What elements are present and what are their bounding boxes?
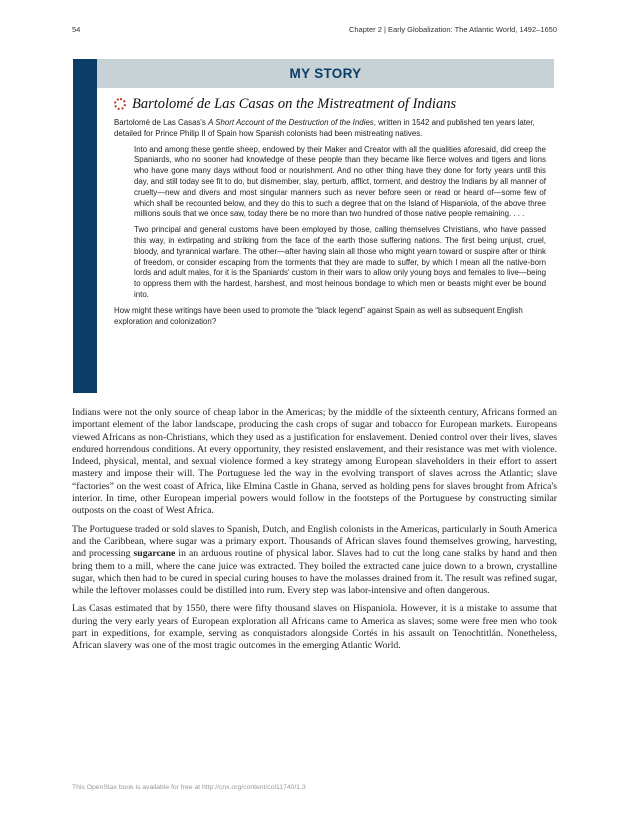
running-head: Chapter 2 | Early Globalization: The Atlantic World, 1492–1650 bbox=[348, 25, 557, 34]
dotted-circle-icon bbox=[114, 98, 126, 110]
story-intro-before: Bartolomé de Las Casas's bbox=[114, 118, 209, 127]
main-p2-after: in an arduous routine of physical labor. Slaves had to cut the long cane stalks by hand and then bring them to a mill, where the cane juice was extracted. They boiled the extracted cane juice down to a brown, crystalline sugar, which then had to be cured in special curing houses to have the molasses drained from it. The result was refined sugar, while the leftover molasses could be distilled into rum. Every step was labor-intensive and often dangerous. bbox=[72, 548, 557, 597]
story-intro bbox=[114, 118, 546, 140]
main-p2-before: The Portuguese traded or sold slaves to Spanish, Dutch, and English colonists in the Americas, particularly in South America and the Caribbean, where sugar was a primary export. Thousands of African slaves found themselves growing, harvesting, and processing bbox=[72, 523, 557, 560]
story-question: How might these writings have been used to promote the “black legend” against Spain as well as subsequent English exploration and colonization? bbox=[114, 305, 523, 326]
my-story-box bbox=[73, 59, 554, 393]
story-quote-1: Into and among these gentle sheep, endowed by their Maker and Creator with all the qualities aforesaid, did creep the Spaniards, who no sooner had knowledge of these people than they became like fierce wolves and tigers and lions who have gone many days without food or nourishment. And no other thing have they done for forty years until this day, and still today see fit to do, but dismember, slay, perturb, afflict, torment, and destroy the Indians by all manner of cruelty—new and divers and most singular manners such as never before seen or read or heard of—some few of which shall be recounted below, and they do this to such a degree that on the Island of Hispaniola, of the above three millions souls that we once saw, today there be no more than two hundred of those native people remaining. . . . bbox=[134, 144, 546, 219]
story-header bbox=[97, 59, 554, 88]
story-title bbox=[114, 94, 544, 114]
story-intro-after: , written in 1542 and published ten years later, detailed for Prince Philip II of Spain how Spanish colonists had been mistreating natives. bbox=[114, 118, 535, 138]
story-intro-book-title: A Short Account of the Destruction of the Indies bbox=[208, 118, 374, 127]
main-paragraph-3: Las Casas estimated that by 1550, there were fifty thousand slaves on Hispaniola. However, it is a mistake to assume that during the very early years of European exploration all Africans came to America as slaves; some were free men who took part in expeditions, for example, serving as conquistadors alongside Cortés in his assault on Tenochtitlán. Nonetheless, African slavery was one of the most tragic outcomes in the emerging Atlantic World. bbox=[72, 603, 557, 652]
story-side-bar bbox=[73, 59, 97, 393]
story-blockquote bbox=[134, 145, 546, 301]
story-content bbox=[114, 118, 546, 332]
main-text bbox=[72, 407, 557, 659]
main-paragraph-2 bbox=[72, 524, 557, 598]
footer-note: This OpenStax book is available for free at http://cnx.org/content/col11740/1.3 bbox=[72, 784, 306, 791]
story-header-label: MY STORY bbox=[289, 66, 362, 81]
page-number: 54 bbox=[72, 25, 81, 34]
story-quote-2: Two principal and general customs have been employed by those, calling themselves Christians, who have passed this way, in extirpating and striking from the face of the earth those suffering nations. The first being unjust, cruel, bloody, and tyrannical warfare. The other—after having slain all those who might yearn toward or suspire after or think of freedom, or consider escaping from the torments that they are made to suffer, by which I mean all the native-born lords and adult males, for it is the Spaniards' custom in their wars to allow only young boys and females to live—being to oppress them with the hardest, harshest, and most heinous bondage to which men or beasts might ever be bound into. bbox=[134, 225, 546, 299]
key-term-sugarcane: sugarcane bbox=[133, 548, 176, 560]
story-title-text: Bartolomé de Las Casas on the Mistreatment of Indians bbox=[132, 95, 457, 112]
main-paragraph-1: Indians were not the only source of cheap labor in the Americas; by the middle of the sixteenth century, Africans formed an important element of the labor landscape, producing the cash crops of sugar and tobacco for European markets. Europeans viewed Africans as non-Christians, which they used as a justification for enslavement. Denied control over their lives, slaves endured horrendous conditions. At every opportunity, they resisted enslavement, and their resistance was met with violence. Indeed, physical, mental, and sexual violence formed a key strategy among European slaveholders in their effort to assert mastery and impose their will. The Portuguese led the way in the evolving transport of slaves across the Atlantic; slave “factories” on the west coast of Africa, like Elmina Castle in Ghana, served as holding pens for slaves brought from Africa's interior. In time, other European imperial powers would follow in the footsteps of the Portuguese by constructing similar outposts on the coast of West Africa. bbox=[72, 407, 557, 517]
